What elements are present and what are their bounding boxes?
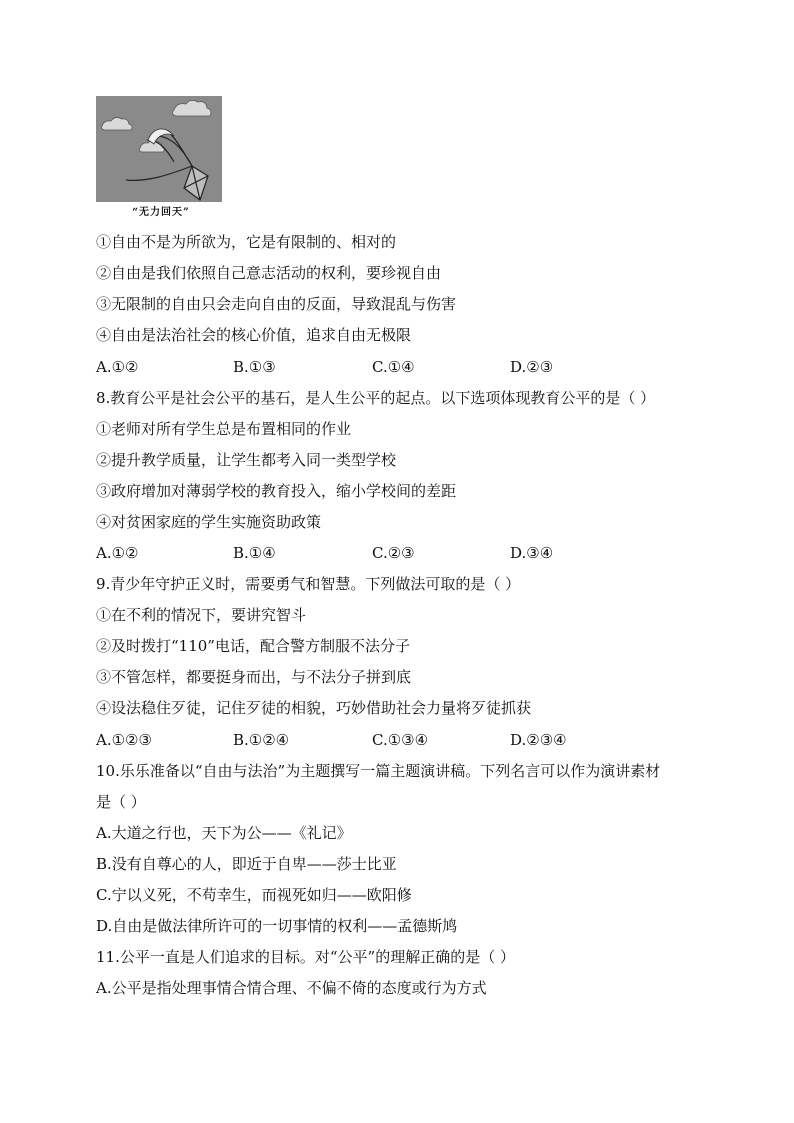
q9-stem: 9.青少年守护正义时，需要勇气和智慧。下列做法可取的是（ ） xyxy=(96,575,521,593)
q10-stem-line-2: 是（ ） xyxy=(96,793,146,811)
q9-option-c[interactable]: C.①③④ xyxy=(372,731,429,749)
q7-option-b[interactable]: B.①③ xyxy=(233,358,276,376)
q8-options xyxy=(96,543,716,563)
q7-option-c[interactable]: C.①④ xyxy=(372,358,415,376)
kite-illustration xyxy=(96,96,222,202)
q10-option-b[interactable]: B.没有自尊心的人，即近于自卑——莎士比亚 xyxy=(96,855,397,873)
q9-option-d[interactable]: D.②③④ xyxy=(510,731,567,749)
q8-option-b[interactable]: B.①④ xyxy=(233,544,276,562)
figure-caption: “无力回天” xyxy=(132,207,190,218)
q7-statement-4: ④自由是法治社会的核心价值，追求自由无极限 xyxy=(96,326,412,344)
q9-option-a[interactable]: A.①②③ xyxy=(96,731,152,749)
q10-stem-line-1: 10.乐乐准备以“自由与法治”为主题撰写一篇主题演讲稿。下列名言可以作为演讲素材 xyxy=(96,762,661,780)
q7-statement-3: ③无限制的自由只会走向自由的反面，导致混乱与伤害 xyxy=(96,295,457,313)
q9-statement-2: ②及时拨打“110”电话，配合警方制服不法分子 xyxy=(96,637,410,655)
q11-stem: 11.公平一直是人们追求的目标。对“公平”的理解正确的是（ ） xyxy=(96,948,515,966)
q8-option-a[interactable]: A.①② xyxy=(96,544,139,562)
q8-stem: 8.教育公平是社会公平的基石，是人生公平的起点。以下选项体现教育公平的是（ ） xyxy=(96,389,656,407)
q11-option-a[interactable]: A.公平是指处理事情合情合理、不偏不倚的态度或行为方式 xyxy=(96,979,487,997)
q7-options xyxy=(96,357,716,377)
q9-option-b[interactable]: B.①②④ xyxy=(233,731,290,749)
q8-statement-1: ①老师对所有学生总是布置相同的作业 xyxy=(96,420,352,438)
kite-cartoon-image xyxy=(96,96,222,202)
q7-statement-1: ①自由不是为所欲为，它是有限制的、相对的 xyxy=(96,233,397,251)
q10-option-a[interactable]: A.大道之行也，天下为公——《礼记》 xyxy=(96,824,352,842)
q10-option-d[interactable]: D.自由是做法律所许可的一切事情的权利——孟德斯鸠 xyxy=(96,917,458,935)
q7-option-a[interactable]: A.①② xyxy=(96,358,139,376)
q9-statement-4: ④设法稳住歹徒，记住歹徒的相貌，巧妙借助社会力量将歹徒抓获 xyxy=(96,699,532,717)
q9-statement-1: ①在不利的情况下，要讲究智斗 xyxy=(96,606,307,624)
q7-statement-2: ②自由是我们依照自己意志活动的权利，要珍视自由 xyxy=(96,264,442,282)
q8-statement-4: ④对贫困家庭的学生实施资助政策 xyxy=(96,513,322,531)
q8-option-d[interactable]: D.③④ xyxy=(510,544,554,562)
q10-option-c[interactable]: C.宁以义死，不苟幸生，而视死如归——欧阳修 xyxy=(96,886,412,904)
q9-options xyxy=(96,730,716,750)
q8-statement-3: ③政府增加对薄弱学校的教育投入，缩小学校间的差距 xyxy=(96,482,457,500)
q9-statement-3: ③不管怎样，都要挺身而出，与不法分子拼到底 xyxy=(96,668,412,686)
q7-option-d[interactable]: D.②③ xyxy=(510,358,554,376)
q8-statement-2: ②提升教学质量，让学生都考入同一类型学校 xyxy=(96,451,397,469)
q8-option-c[interactable]: C.②③ xyxy=(372,544,415,562)
